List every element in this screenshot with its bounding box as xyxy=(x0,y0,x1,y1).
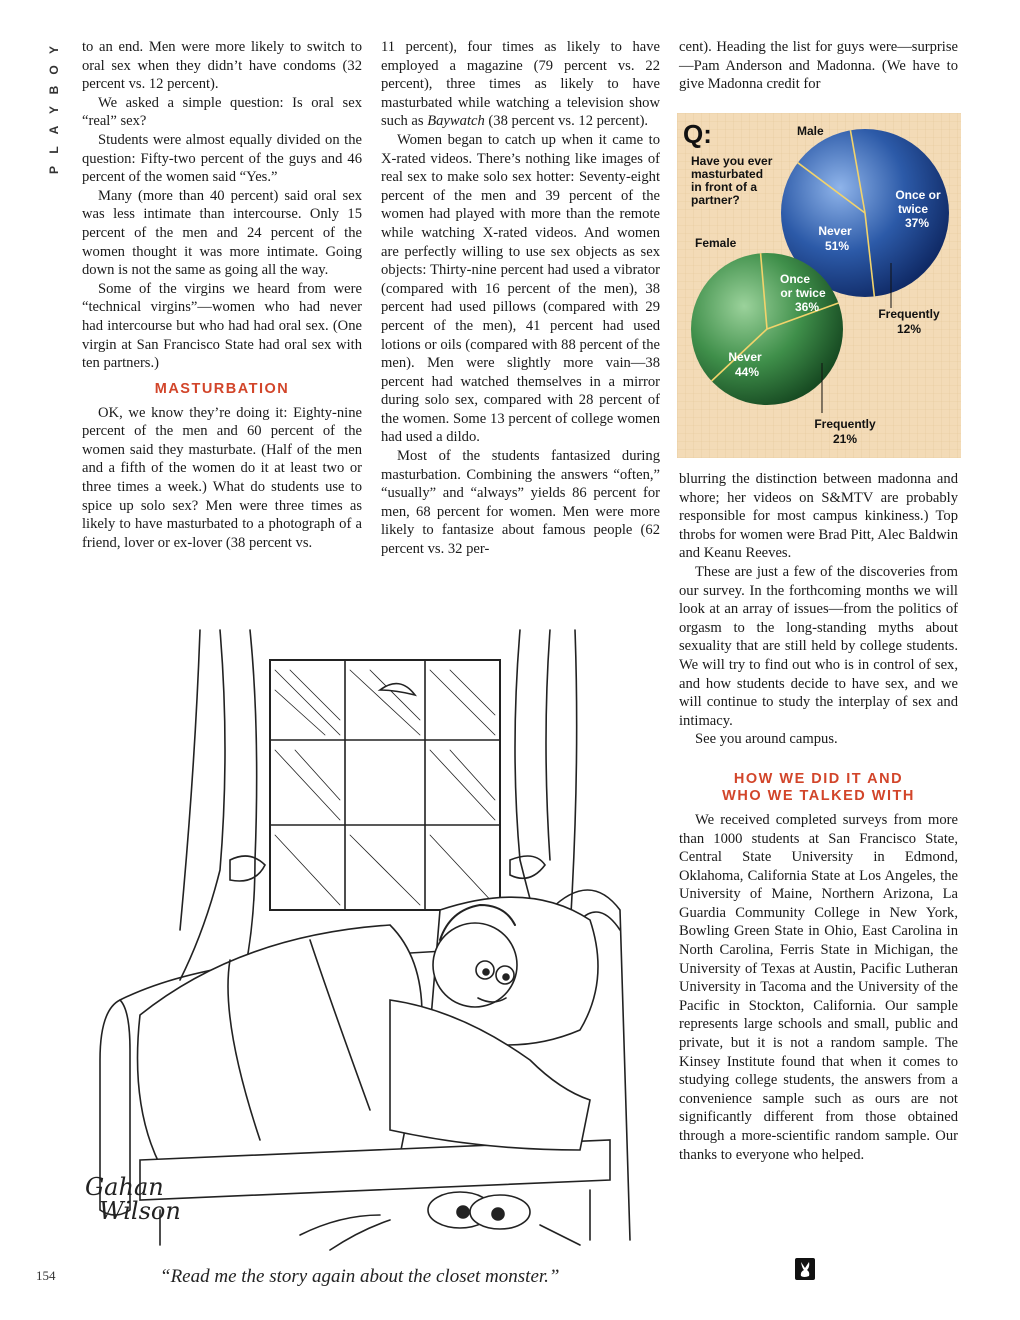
cartoon-drawing xyxy=(80,620,670,1255)
article-column-1 xyxy=(82,38,362,552)
pie-chart-svg xyxy=(677,113,961,458)
paragraph: Women began to catch up when it came to X-rated videos. There’s nothing like images of real sex to make solo sex hotter: Seventy-eight percent of the men and 39 percent of the women had played with more than the remote while watching X-rated videos. And women are perfectly willing to use sex objects as sex objects: Thirty-nine percent had used a vibrator (compared with 16 percent of the men), 38 percent had used pillows (compared with 29 percent of the men), 41 percent had used lotions or oils (compared with 88 percent of the men). Men were slightly more vain—38 percent had watched themselves in a mirror during solo sex, compared with 28 percent of the women. Some 13 percent of college women had used a dildo. xyxy=(381,131,660,446)
chart-question-label: Q: xyxy=(683,119,712,149)
paragraph: Many (more than 40 percent) said oral sex was less intimate than intercourse. Only 15 percent of the men and 24 percent of the women thought it was more intimate. Going down is not the same as going all the way. xyxy=(82,187,362,279)
pie-label-male-frequently: Frequently xyxy=(878,307,940,321)
chart-question-line: masturbated xyxy=(691,167,764,181)
magazine-sidebar-title xyxy=(44,40,64,180)
article-column-3-top xyxy=(679,38,958,94)
pie-label-female-once-2: or twice xyxy=(780,286,826,300)
paragraph: Students were almost equally divided on the question: Fifty-two percent of the guys and 46 percent of the women said “Yes.” xyxy=(82,131,362,186)
text-run: (38 percent vs. 12 percent). xyxy=(484,113,649,130)
sidebar-letter: L xyxy=(47,146,61,154)
paragraph: We received completed surveys from more than 1000 students at San Francisco State, Central State University in Edmond, Oklahoma, California State at Los Angeles, the University of Maine, Northern Arizona, La Guardia Community College in New York, Bowling Green State in Ohio, East Carolina in North Carolina, Ferris State in Michigan, the University of Texas at Austin, Pacific Lutheran University in Tacoma and the University of the Pacific in Stockton, California. Our sample represents large schools and small, public and private, but it is not a random sample. The Kinsey Institute found that when it comes to studying college students, the answers from a convenience sample such as ours are not significantly different from those obtained through a more-scientific random sample. Our thanks to everyone who helped. xyxy=(679,811,958,1163)
rabbit-logo-icon xyxy=(795,1258,815,1280)
signature-line: Gahan xyxy=(85,1173,164,1201)
pie-label-female-frequently: Frequently xyxy=(814,417,876,431)
paragraph: We asked a simple question: Is oral sex “real” sex? xyxy=(82,94,362,130)
sidebar-letter: B xyxy=(47,85,61,95)
chart-question-line: partner? xyxy=(691,193,740,207)
chart-question-line: Have you ever xyxy=(691,154,773,168)
article-column-2 xyxy=(381,38,660,559)
paragraph: OK, we know they’re doing it: Eighty-nine percent of the men and 60 percent of the women said they masturbate. (Half of the men and a fifth of the women do it at least two or three times a week.) What do students use to spice up solo sex? Men were three times as likely to have masturbated to a photograph of a friend, lover or ex-lover (38 percent vs. xyxy=(82,404,362,551)
pie-label-male-once-2: twice xyxy=(897,202,929,216)
pie-label-female-frequently-value: 21% xyxy=(832,432,858,446)
sidebar-letter: Y xyxy=(47,46,61,55)
pie-label-female-once-value: 36% xyxy=(794,300,820,314)
paragraph: See you around campus. xyxy=(695,731,838,748)
pie-label-male-once: Once or xyxy=(895,188,941,202)
section-heading-methodology xyxy=(679,771,958,805)
heading-line: HOW WE DID IT AND xyxy=(733,770,904,787)
paragraph: Most of the students fantasized during masturbation. Combining the answers “often,” “usually” and “always” yields 86 percent for men, 68 percent for women. Men were more likely to fantasize about famous people (62 percent vs. 32 per- xyxy=(381,448,660,558)
article-column-3 xyxy=(679,470,958,1164)
paragraph: to an end. Men were more likely to switch to oral sex when they didn’t have condoms (32 percent vs. 12 percent). xyxy=(82,39,362,93)
pie-label-female-once: Once xyxy=(779,272,811,286)
paragraph xyxy=(381,38,660,131)
page-number: 154 xyxy=(36,1268,56,1283)
signature-line: Wilson xyxy=(99,1197,181,1225)
paragraph: Some of the virgins we heard from were “technical virgins”—women who had never had intercourse but who had had oral sex. (One virgin at San Francisco State had oral sex with ten partners.) xyxy=(82,280,362,372)
chart-question-line: in front of a xyxy=(691,180,757,194)
sidebar-letter: Y xyxy=(47,106,61,115)
pie-label-male-once-value: 37% xyxy=(904,216,930,230)
pie-label-male-never-value: 51% xyxy=(824,239,850,253)
pie-label-male-never: Never xyxy=(818,224,852,238)
cartoon-caption: “Read me the story again about the closet monster.” xyxy=(160,1266,560,1287)
pie-label-male-frequently-value: 12% xyxy=(896,322,922,336)
series-label-female: Female xyxy=(695,236,737,250)
sidebar-letter: O xyxy=(47,65,61,75)
survey-pie-chart xyxy=(677,113,961,458)
heading-line: WHO WE TALKED WITH xyxy=(722,787,915,804)
sidebar-letter: P xyxy=(47,166,61,175)
paragraph: blurring the distinction between madonna and whore; her videos on S&MTV are probably responsible for most campus kinkiness.) Top throbs for women were Brad Pitt, Alec Baldwin and Keanu Reeves. xyxy=(679,471,958,562)
pie-label-female-never: Never xyxy=(728,350,762,364)
paragraph: These are just a few of the discoveries from our survey. In the forthcoming months we will look at an array of issues—from the politics of orgasm to the long-standing myths about sexuality that are still held by college students. We will try to find out who is in control of sex, and how students decide to have sex, and we will continue to study the interplay of sex and intimacy. xyxy=(679,563,958,729)
pie-label-female-never-value: 44% xyxy=(734,365,760,379)
paragraph: cent). Heading the list for guys were—surprise—Pam Anderson and Madonna. (We have to give Madonna credit for xyxy=(679,39,958,93)
section-heading-masturbation: MASTURBATION xyxy=(154,380,290,397)
artist-signature xyxy=(85,1175,181,1223)
series-label-male: Male xyxy=(797,124,824,138)
show-title: Baywatch xyxy=(427,113,485,130)
cartoon-illustration xyxy=(80,620,670,1255)
sidebar-letter: A xyxy=(47,125,61,135)
text-run: 11 percent), four times as likely to have employed a magazine (79 percent vs. 22 percent), three times as likely to have masturbated while watching a television show such as xyxy=(381,39,660,130)
